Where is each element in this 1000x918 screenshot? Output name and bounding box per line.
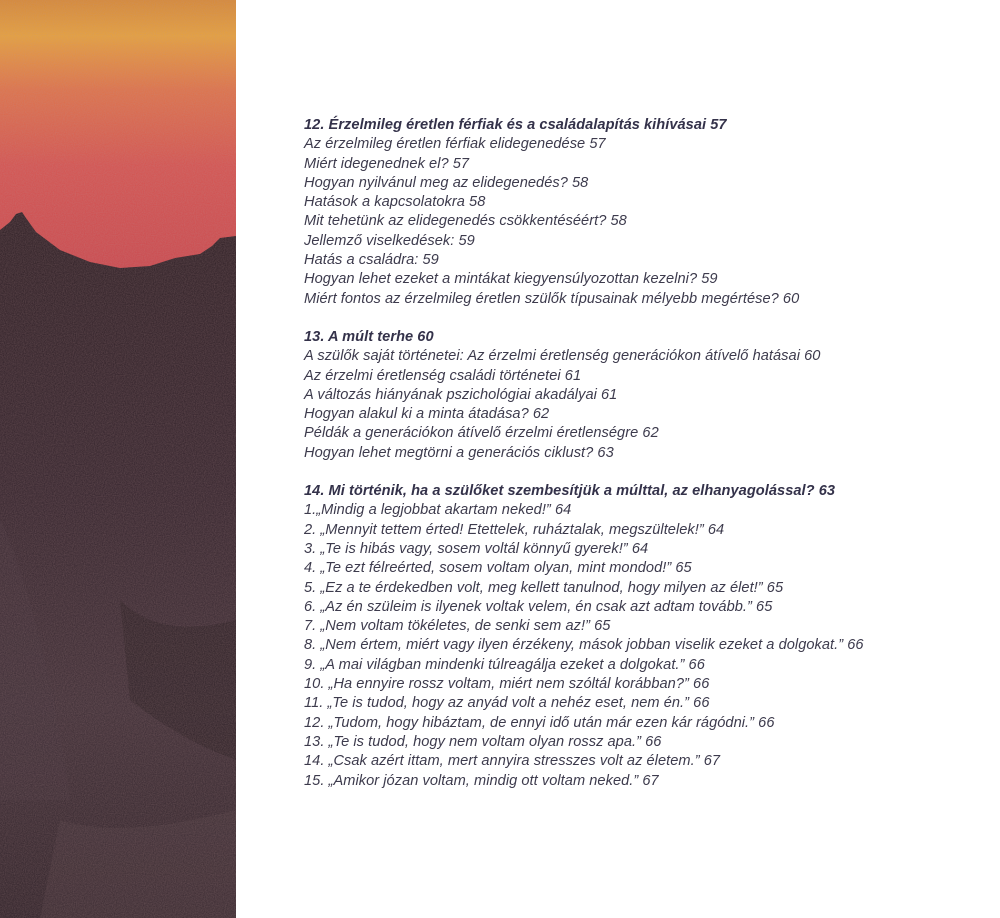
toc-entry: 4. „Te ezt félreérted, sosem voltam olyan, mint mondod!” 65 [304, 560, 692, 577]
toc-entry: Hogyan alakul ki a minta átadása? 62 [304, 406, 550, 423]
toc-entry: Hatások a kapcsolatokra 58 [304, 194, 486, 211]
toc-entry: 6. „Az én szüleim is ilyenek voltak velem, én csak azt adtam tovább.” 65 [304, 598, 773, 615]
toc-entry: 2. „Mennyit tettem érted! Etettelek, ruháztalak, megszültelek!” 64 [304, 521, 725, 538]
toc-entry: A változás hiányának pszichológiai akadályai 61 [304, 386, 618, 403]
toc-entry: 10. „Ha ennyire rossz voltam, miért nem szóltál korábban?” 66 [304, 676, 710, 693]
toc-entry: Jellemző viselkedések: 59 [304, 232, 475, 249]
table-of-contents [304, 116, 984, 810]
toc-section-12 [304, 116, 984, 309]
toc-entry: Az érzelmileg éretlen férfiak elidegenedése 57 [304, 136, 606, 153]
toc-entry: 9. „A mai világban mindenki túlreagálja ezeket a dolgokat.” 66 [304, 656, 705, 673]
toc-chapter-heading: 14. Mi történik, ha a szülőket szembesítjük a múlttal, az elhanyagolással? 63 [304, 483, 836, 500]
toc-section-13 [304, 328, 984, 463]
toc-entry: Hogyan lehet ezeket a mintákat kiegyensúlyozottan kezelni? 59 [304, 271, 718, 288]
toc-entry: 13. „Te is tudod, hogy nem voltam olyan rossz apa.” 66 [304, 733, 662, 750]
toc-entry: 1.„Mindig a legjobbat akartam neked!” 64 [304, 502, 572, 519]
toc-entry: Példák a generációkon átívelő érzelmi éretlenségre 62 [304, 425, 659, 442]
toc-chapter-heading: 12. Érzelmileg éretlen férfiak és a családalapítás kihívásai 57 [304, 117, 727, 133]
toc-entry: 12. „Tudom, hogy hibáztam, de ennyi idő után már ezen kár rágódni.” 66 [304, 714, 775, 731]
sunset-painting-image [0, 0, 236, 918]
cover-image-strip [0, 0, 236, 918]
toc-entry: Az érzelmi éretlenség családi történetei 61 [304, 367, 582, 384]
toc-entry: Hogyan lehet megtörni a generációs ciklust? 63 [304, 444, 614, 461]
toc-entry: 7. „Nem voltam tökéletes, de senki sem az!” 65 [304, 618, 611, 635]
toc-entry: Hatás a családra: 59 [304, 252, 439, 269]
toc-entry: 3. „Te is hibás vagy, sosem voltál könnyű gyerek!” 64 [304, 540, 649, 557]
toc-entry: 5. „Ez a te érdekedben volt, meg kellett tanulnod, hogy milyen az élet!” 65 [304, 579, 784, 596]
toc-section-14 [304, 482, 984, 791]
toc-entry: A szülők saját történetei: Az érzelmi éretlenség generációkon átívelő hatásai 60 [304, 348, 821, 365]
toc-entry: Miért idegenednek el? 57 [304, 155, 470, 172]
toc-chapter-heading: 13. A múlt terhe 60 [304, 328, 434, 345]
toc-entry: Miért fontos az érzelmileg éretlen szülők típusainak mélyebb megértése? 60 [304, 290, 800, 307]
toc-entry: 8. „Nem értem, miért vagy ilyen érzékeny, mások jobban viselik ezeket a dolgokat.” 66 [304, 637, 864, 654]
toc-entry: Hogyan nyilvánul meg az elidegenedés? 58 [304, 174, 589, 191]
toc-entry: 15. „Amikor józan voltam, mindig ott voltam neked.” 67 [304, 772, 659, 789]
toc-entry: 11. „Te is tudod, hogy az anyád volt a nehéz eset, nem én.” 66 [304, 695, 710, 712]
toc-entry: 14. „Csak azért ittam, mert annyira stresszes volt az életem.” 67 [304, 753, 721, 770]
toc-entry: Mit tehetünk az elidegenedés csökkentéséért? 58 [304, 213, 627, 230]
